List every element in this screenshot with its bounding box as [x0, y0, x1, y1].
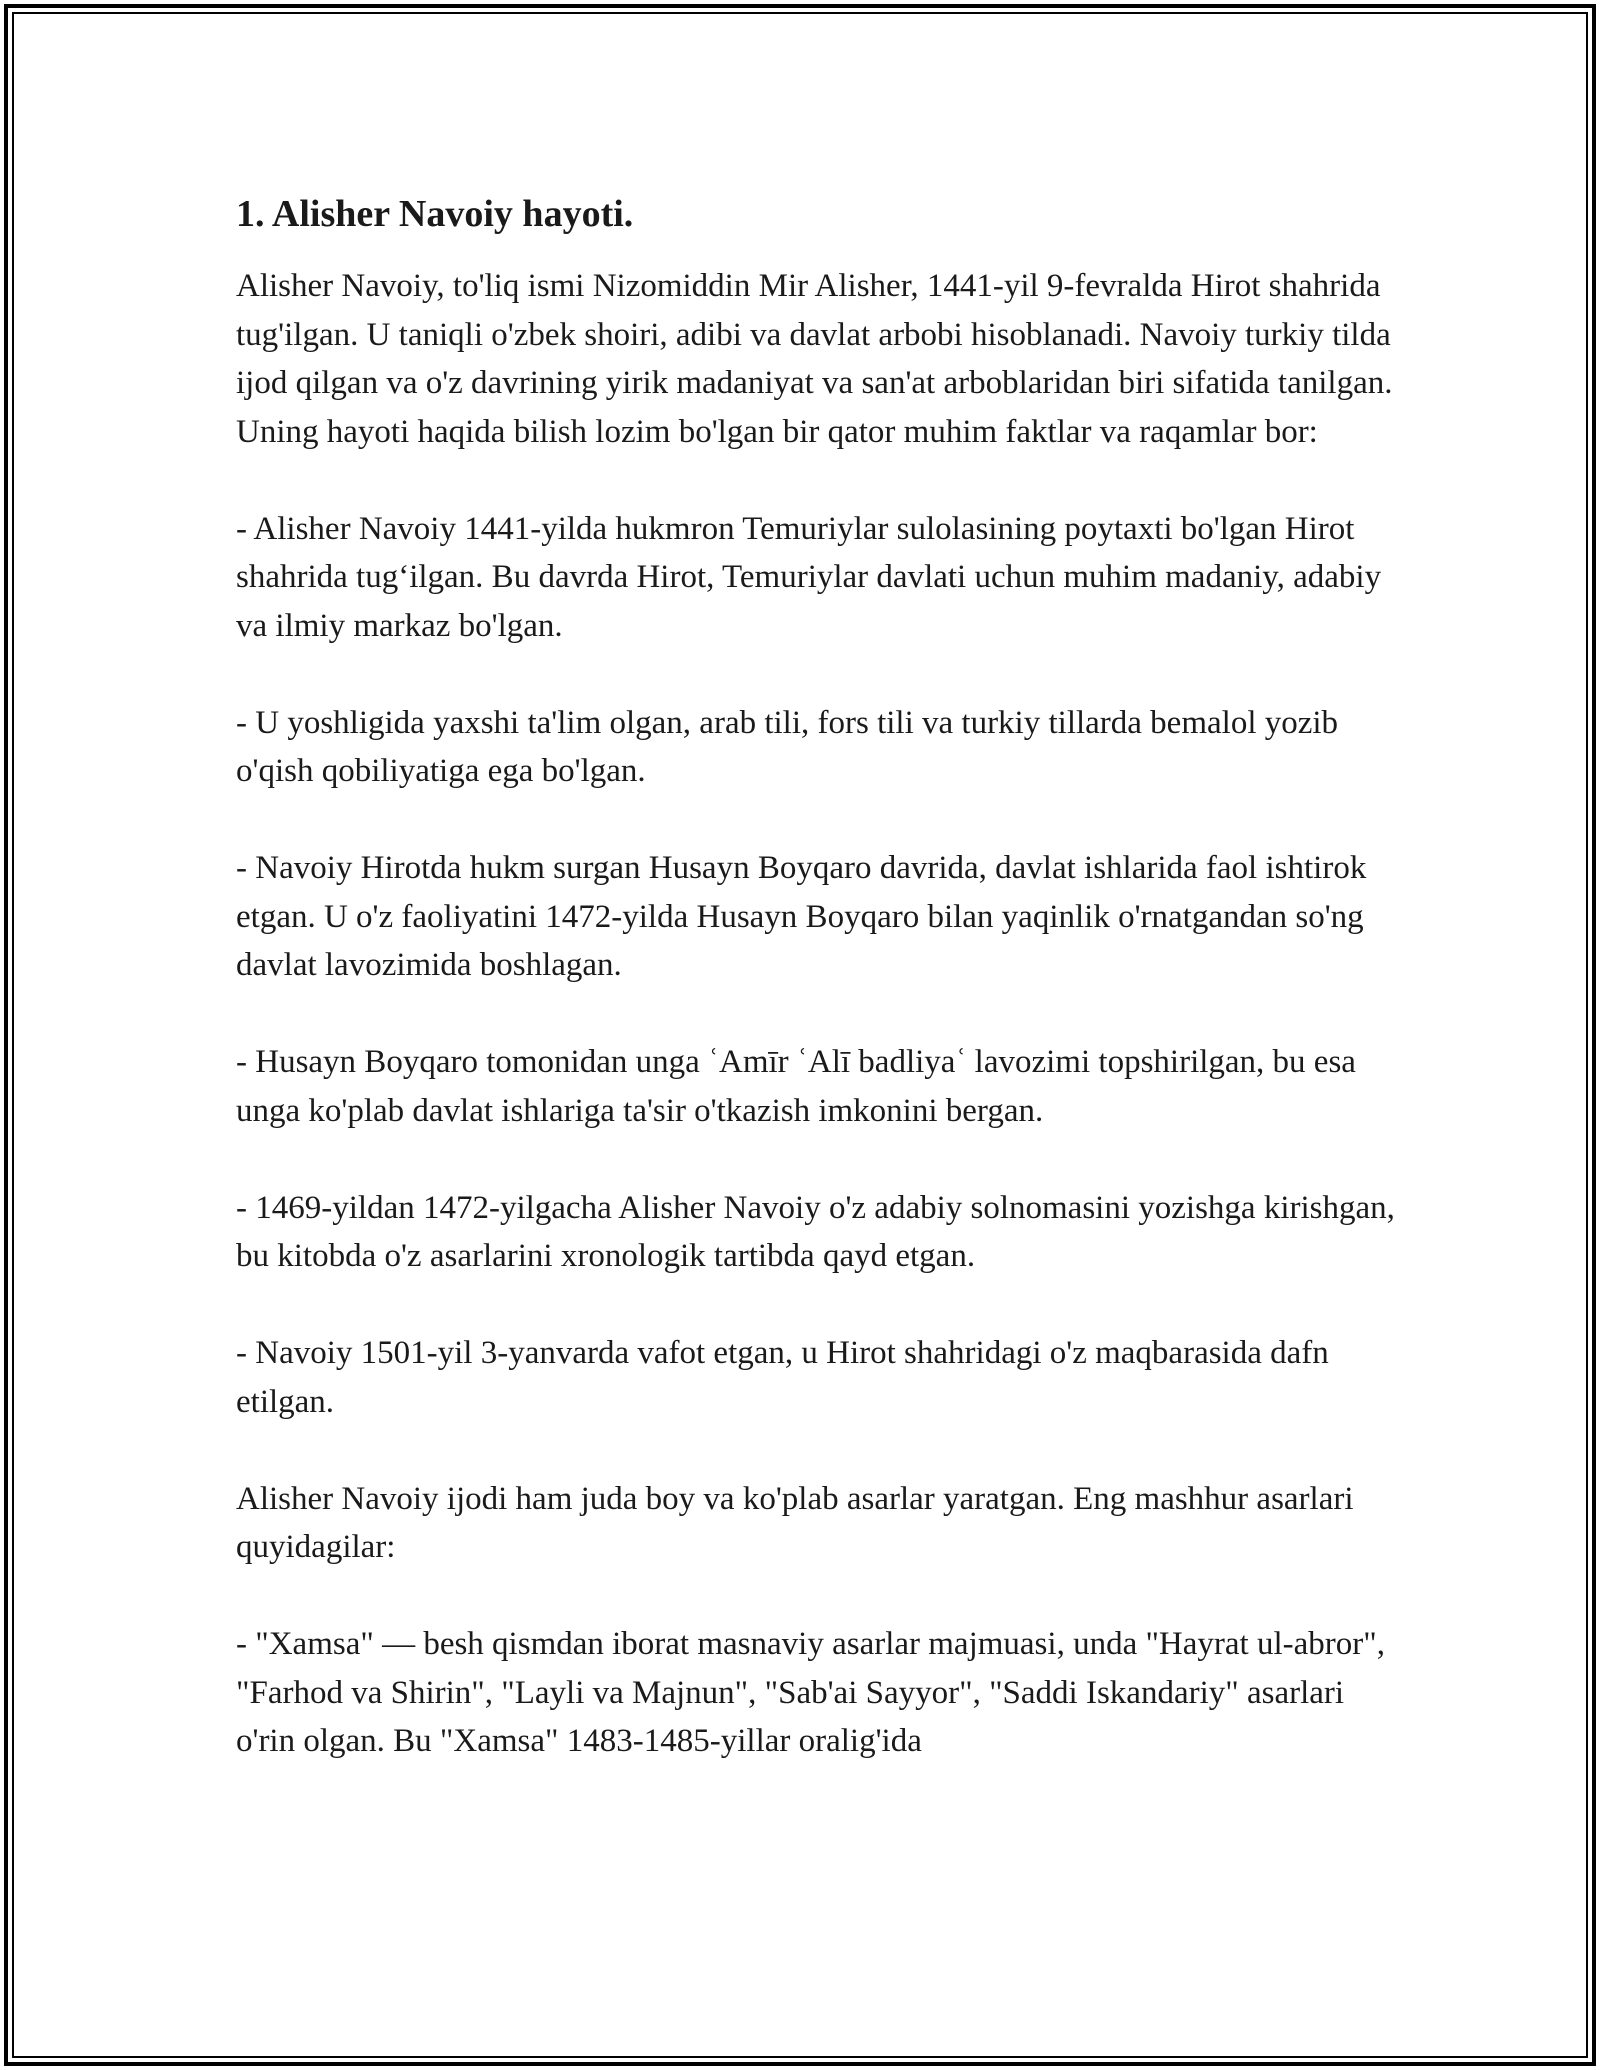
bullet-position: - Husayn Boyqaro tomonidan unga ʿAmīr ʿAlī badliyaʿ lavozimi topshirilgan, bu esa unga ko'plab davlat ishlariga ta'sir o'tkazish imkonini bergan. [236, 1044, 1356, 1129]
bullet-education: - U yoshligida yaxshi ta'lim olgan, arab tili, fors tili va turkiy tillarda bemalol yozib o'qish qobiliyatiga ega bo'lgan. [236, 704, 1339, 789]
intro-paragraph: Alisher Navoiy, to'liq ismi Nizomiddin Mir Alisher, 1441-yil 9-fevralda Hirot shahrida tug'ilgan. U taniqli o'zbek shoiri, adibi va davlat arbobi hisoblanadi. Navoiy turkiy tilda ijod qilgan va o'z davrining yirik madaniyat va san'at arboblaridan biri sifatida tanilgan. Uning hayoti haqida bilish lozim bo'lgan bir qator muhim faktlar va raqamlar bor: [236, 268, 1393, 450]
bullet-death: - Navoiy 1501-yil 3-yanvarda vafot etgan, u Hirot shahridagi o'z maqbarasida dafn etilgan. [236, 1335, 1329, 1420]
document-title: 1. Alisher Navoiy hayoti. [236, 193, 634, 235]
document-body [236, 186, 1396, 1814]
bullet-chronicle: - 1469-yildan 1472-yilgacha Alisher Navoiy o'z adabiy solnomasini yozishga kirishgan, bu kitobda o'z asarlarini xronologik tartibda qayd etgan. [236, 1189, 1395, 1274]
bullet-state-service: - Navoiy Hirotda hukm surgan Husayn Boyqaro davrida, davlat ishlarida faol ishtirok etgan. U o'z faoliyatini 1472-yilda Husayn Boyqaro bilan yaqinlik o'rnatgandan so'ng davlat lavozimida boshlagan. [236, 850, 1367, 983]
works-intro-paragraph: Alisher Navoiy ijodi ham juda boy va ko'plab asarlar yaratgan. Eng mashhur asarlari quyidagilar: [236, 1480, 1354, 1565]
bullet-xamsa: - "Xamsa" — besh qismdan iborat masnaviy asarlar majmuasi, unda "Hayrat ul-abror", "Farhod va Shirin", "Layli va Majnun", "Sab'ai Sayyor", "Saddi Iskandariy" asarlari o'rin olgan. Bu "Xamsa" 1483-1485-yillar oralig'ida [236, 1626, 1385, 1759]
bullet-birth: - Alisher Navoiy 1441-yilda hukmron Temuriylar sulolasining poytaxti bo'lgan Hirot shahrida tug‘ilgan. Bu davrda Hirot, Temuriylar davlati uchun muhim madaniy, adabiy va ilmiy markaz bo'lgan. [236, 510, 1382, 644]
